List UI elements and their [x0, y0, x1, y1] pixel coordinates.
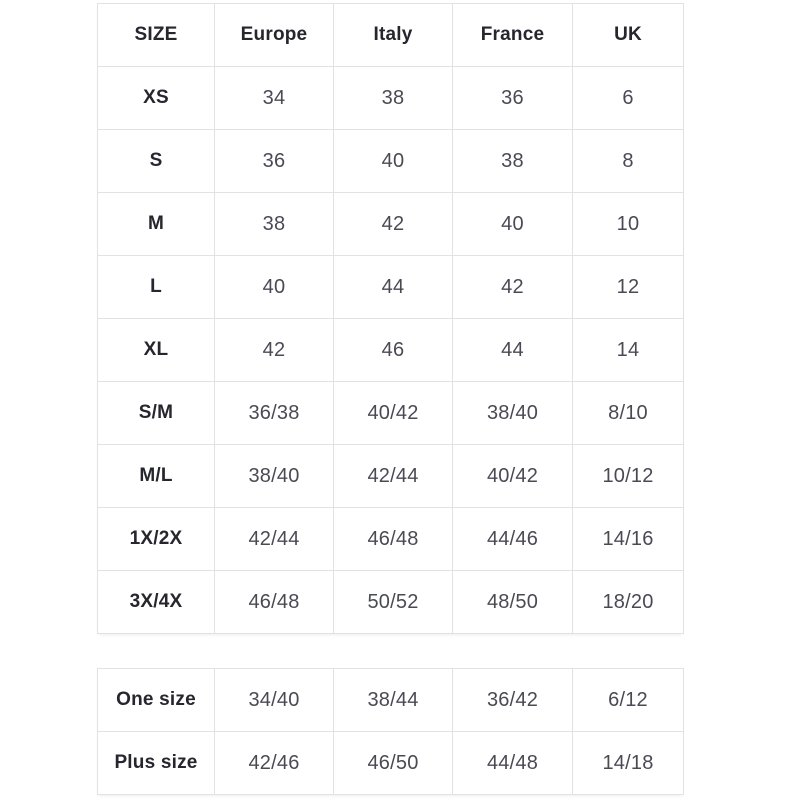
size-value-cell: 46/48 — [215, 571, 334, 634]
size-value-cell: 44 — [334, 256, 453, 319]
special-size-value-cell: 42/46 — [215, 732, 334, 795]
size-value-cell: 44/46 — [453, 508, 573, 571]
size-value-cell: 42 — [215, 319, 334, 382]
special-size-value-cell: 36/42 — [453, 669, 573, 732]
size-value-cell: 40 — [453, 193, 573, 256]
special-size-value-cell: 44/48 — [453, 732, 573, 795]
size-row — [98, 319, 684, 382]
size-value-cell: 36/38 — [215, 382, 334, 445]
size-label-cell: M/L — [98, 445, 215, 508]
special-size-value-cell: 6/12 — [573, 669, 684, 732]
size-label-cell: 1X/2X — [98, 508, 215, 571]
header-row — [98, 4, 684, 67]
size-chart-tables — [97, 3, 678, 795]
size-value-cell: 10 — [573, 193, 684, 256]
size-label-cell: XL — [98, 319, 215, 382]
size-value-cell: 50/52 — [334, 571, 453, 634]
size-value-cell: 48/50 — [453, 571, 573, 634]
size-value-cell: 38/40 — [215, 445, 334, 508]
size-value-cell: 36 — [215, 130, 334, 193]
size-value-cell: 36 — [453, 67, 573, 130]
size-conversion-table — [97, 3, 684, 634]
special-size-value-cell: 46/50 — [334, 732, 453, 795]
special-size-row — [98, 732, 684, 795]
size-value-cell: 10/12 — [573, 445, 684, 508]
size-value-cell: 38 — [215, 193, 334, 256]
size-row — [98, 445, 684, 508]
special-sizes-body — [98, 669, 684, 795]
size-value-cell: 18/20 — [573, 571, 684, 634]
special-size-label-cell: One size — [98, 669, 215, 732]
size-value-cell: 42/44 — [334, 445, 453, 508]
size-row — [98, 256, 684, 319]
size-row — [98, 382, 684, 445]
size-value-cell: 34 — [215, 67, 334, 130]
size-row — [98, 67, 684, 130]
size-table-header — [98, 4, 684, 67]
size-value-cell: 14 — [573, 319, 684, 382]
size-value-cell: 6 — [573, 67, 684, 130]
special-size-value-cell: 34/40 — [215, 669, 334, 732]
size-value-cell: 42 — [334, 193, 453, 256]
size-value-cell: 42/44 — [215, 508, 334, 571]
size-value-cell: 8/10 — [573, 382, 684, 445]
size-value-cell: 14/16 — [573, 508, 684, 571]
size-label-cell: M — [98, 193, 215, 256]
size-label-cell: L — [98, 256, 215, 319]
header-cell: Europe — [215, 4, 334, 67]
size-value-cell: 40/42 — [334, 382, 453, 445]
special-size-row — [98, 669, 684, 732]
special-size-value-cell: 14/18 — [573, 732, 684, 795]
special-size-label-cell: Plus size — [98, 732, 215, 795]
size-value-cell: 38/40 — [453, 382, 573, 445]
size-label-cell: XS — [98, 67, 215, 130]
size-row — [98, 130, 684, 193]
size-value-cell: 38 — [334, 67, 453, 130]
size-value-cell: 40 — [215, 256, 334, 319]
size-value-cell: 38 — [453, 130, 573, 193]
size-label-cell: S/M — [98, 382, 215, 445]
header-cell: SIZE — [98, 4, 215, 67]
size-value-cell: 44 — [453, 319, 573, 382]
header-cell: Italy — [334, 4, 453, 67]
size-value-cell: 40/42 — [453, 445, 573, 508]
header-cell: UK — [573, 4, 684, 67]
size-table-body — [98, 67, 684, 634]
header-cell: France — [453, 4, 573, 67]
special-size-value-cell: 38/44 — [334, 669, 453, 732]
size-value-cell: 46/48 — [334, 508, 453, 571]
size-row — [98, 508, 684, 571]
special-sizes-table — [97, 668, 684, 795]
size-row — [98, 571, 684, 634]
size-value-cell: 42 — [453, 256, 573, 319]
size-value-cell: 46 — [334, 319, 453, 382]
size-label-cell: S — [98, 130, 215, 193]
size-row — [98, 193, 684, 256]
size-value-cell: 8 — [573, 130, 684, 193]
size-label-cell: 3X/4X — [98, 571, 215, 634]
size-value-cell: 12 — [573, 256, 684, 319]
size-value-cell: 40 — [334, 130, 453, 193]
